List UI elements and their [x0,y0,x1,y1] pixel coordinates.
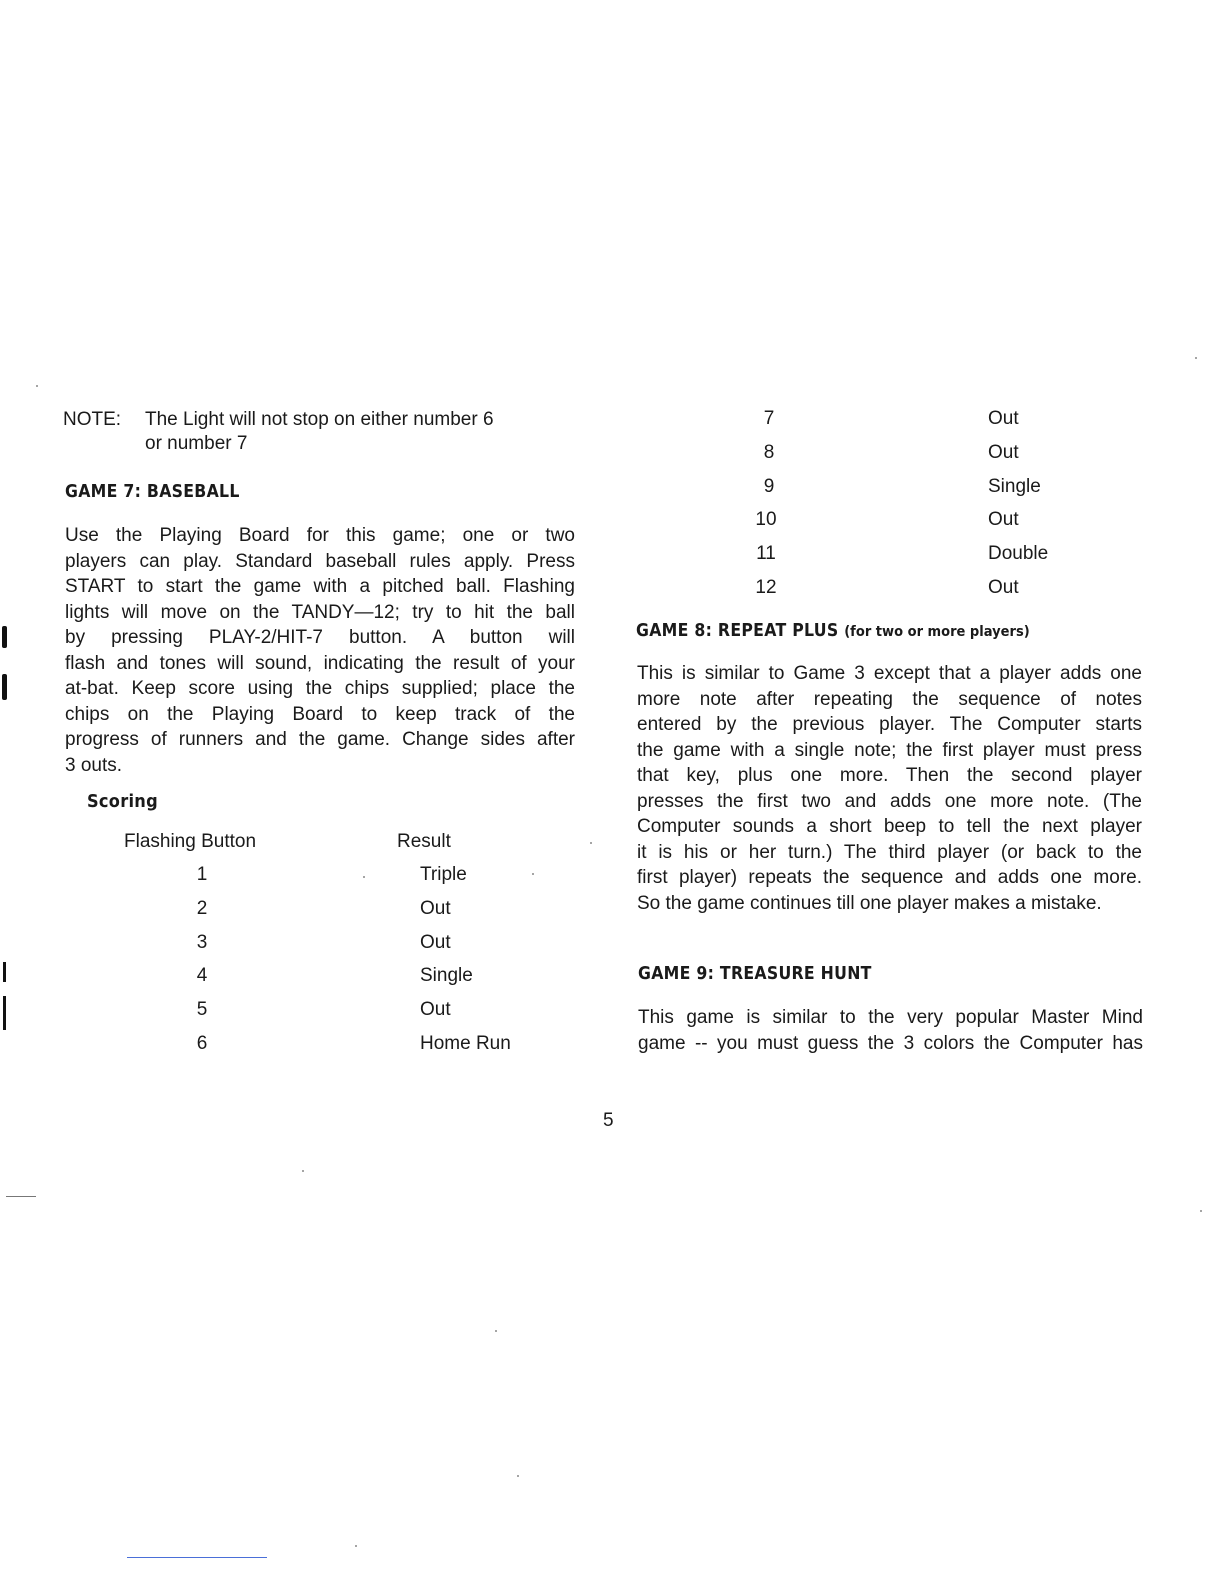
table-row-button: 12 [755,577,777,598]
table-row-button: 11 [756,543,776,564]
game8-line: entered by the previous player. The Computer starts [637,714,1142,735]
table-row-result: Out [988,509,1019,530]
game7-line: chips on the Playing Board to keep track of the [65,703,575,725]
scan-speck [1195,357,1197,359]
game7-line: START to start the game with a pitched ball. Flashing [65,576,575,597]
table-row-button: 3 [196,932,208,953]
page-number: 5 [603,1110,614,1131]
scan-speck [532,873,534,875]
scan-speck [302,1170,304,1172]
table-row-result: Out [988,577,1019,598]
game8-title-sub: (for two or more players) [844,624,1030,640]
game9-paragraph [638,1005,1143,1056]
scan-speck [517,1475,519,1477]
scan-speck [495,1330,497,1332]
game7-line: by pressing PLAY-2/HIT-7 button. A button will [65,627,575,648]
table-row-result: Out [988,408,1019,429]
table-row-result: Triple [420,864,467,885]
note-line-2: or number 7 [145,433,248,454]
note-line-1: The Light will not stop on either number 6 [145,409,494,430]
table-row-result: Out [988,442,1019,463]
table-row-result: Single [988,476,1041,497]
note-label: NOTE: [63,409,122,430]
game9-line: game -- you must guess the 3 colors the Computer has [638,1032,1143,1054]
scan-speck [36,385,38,387]
table-row-result: Single [420,965,473,986]
game9-title: GAME 9: TREASURE HUNT [638,964,872,984]
table-row-button: 2 [196,898,208,919]
game8-title [636,621,1030,641]
col-header-button: Flashing Button [124,831,257,852]
scan-blue-line [127,1557,267,1558]
table-row-button: 9 [763,476,775,497]
scan-speck [355,1545,357,1547]
table-row-button: 5 [196,999,208,1020]
col-header-result: Result [397,831,451,852]
game8-line: presses the first two and adds one more note. (The [637,790,1142,812]
table-row-button: 1 [196,864,208,885]
game7-title: GAME 7: BASEBALL [65,482,240,502]
game8-line: first player) repeats the sequence and adds one more. [637,867,1142,888]
game8-line: it is his or her turn.) The third player (or back to the [637,841,1142,863]
table-row-button: 7 [763,408,775,429]
binding-mark [3,962,6,982]
game8-line: Computer sounds a short beep to tell the next player [637,816,1142,837]
table-row-result: Home Run [420,1033,511,1054]
game8-line: that key, plus one more. Then the second player [637,765,1142,786]
table-row-button: 6 [196,1033,208,1054]
table-row-result: Out [420,932,451,953]
game9-line: This game is similar to the very popular Master Mind [638,1007,1143,1028]
game7-line: players can play. Standard baseball rules apply. Press [65,550,575,572]
scan-speck [1200,1210,1202,1212]
table-row-result: Double [988,543,1049,564]
table-row-button: 4 [196,965,208,986]
game8-line: the game with a single note; the first player must press [637,739,1142,761]
table-row-result: Out [420,999,451,1020]
table-row-button: 8 [763,442,775,463]
game8-line: This is similar to Game 3 except that a player adds one [637,663,1142,684]
table-row-button: 10 [755,509,777,530]
game8-title-main: GAME 8: REPEAT PLUS [636,621,839,641]
scoring-label: Scoring [87,791,158,812]
game7-line: 3 outs. [65,754,123,776]
binding-mark [2,674,7,700]
game7-line: flash and tones will sound, indicating the result of your [65,652,575,674]
game7-paragraph [65,523,575,778]
game8-paragraph [637,661,1142,916]
game7-line: progress of runners and the game. Change sides after [65,729,575,750]
scan-dash [6,1196,36,1197]
scan-speck [363,876,365,878]
game7-line: lights will move on the TANDY—12; try to hit the ball [65,601,575,623]
scan-speck [590,842,592,844]
game7-line: Use the Playing Board for this game; one or two [65,525,575,546]
game7-line: at-bat. Keep score using the chips supplied; place the [65,678,575,699]
table-row-result: Out [420,898,451,919]
binding-mark [2,626,7,648]
binding-mark [3,996,6,1030]
game8-line: So the game continues till one player makes a mistake. [637,892,1102,914]
game8-line: more note after repeating the sequence of notes [637,688,1142,710]
